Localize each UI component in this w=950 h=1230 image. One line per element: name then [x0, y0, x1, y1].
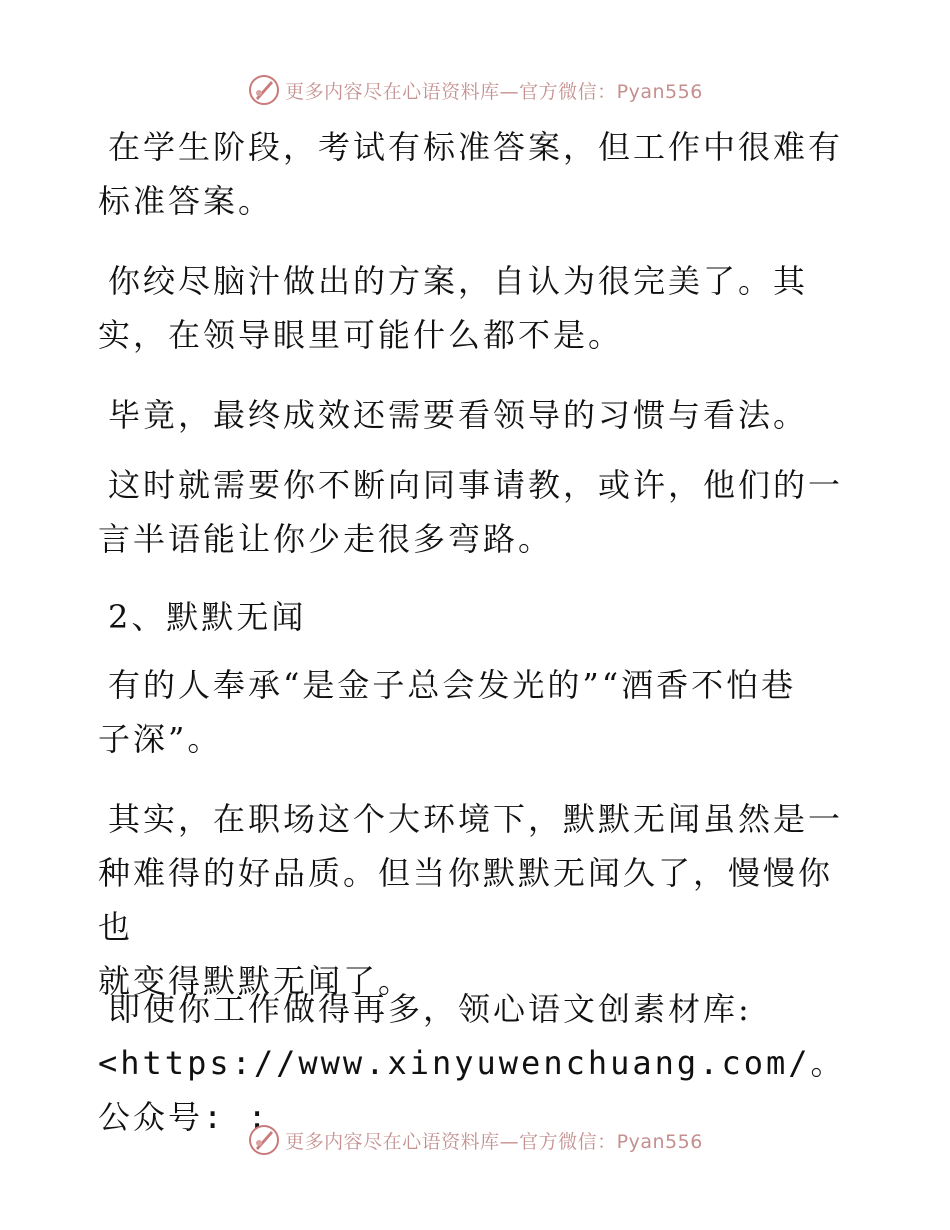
paragraph-line: 标准答案。 [98, 182, 274, 220]
paragraph [98, 120, 843, 228]
paragraph-line: 有的人奉承“是金子总会发光的”“酒香不怕巷 [108, 666, 797, 704]
paragraph-line: 即使你工作做得再多，领心语文创素材库: [108, 990, 752, 1028]
paragraph-line: 其实，在职场这个大环境下，默默无闻虽然是一 [108, 800, 844, 838]
watermark-text: 更多内容尽在心语资料库—官方微信：Pyan556 [285, 80, 703, 103]
section-heading [98, 590, 306, 644]
paragraph [98, 458, 843, 566]
watermark-text: 更多内容尽在心语资料库—官方微信：Pyan556 [285, 1130, 703, 1153]
paragraph [98, 792, 858, 1008]
paragraph-line: 种难得的好品质。但当你默默无闻久了，慢慢你也 [98, 854, 834, 946]
paragraph [98, 388, 808, 442]
header-watermark [0, 70, 950, 110]
quill-pen-logo-icon [247, 1123, 281, 1157]
url-line: <https://www.xinyuwenchuang.com/。公众号: : [98, 1044, 846, 1136]
quill-pen-logo-icon [247, 73, 281, 107]
paragraph [98, 254, 808, 362]
heading-text: 2、默默无闻 [108, 598, 307, 636]
paragraph-line: 这时就需要你不断向同事请教，或许，他们的一 [108, 466, 844, 504]
paragraph-line: 你绞尽脑汁做出的方案，自认为很完美了。其 [108, 262, 809, 300]
paragraph-line: 毕竟，最终成效还需要看领导的习惯与看法。 [108, 396, 809, 434]
paragraph-line: 子深”。 [98, 720, 223, 758]
paragraph-line: 就变得默默无闻了。 [98, 962, 414, 1000]
footer-watermark [0, 1120, 950, 1160]
paragraph-line: 言半语能让你少走很多弯路。 [98, 520, 554, 558]
paragraph-line: 在学生阶段，考试有标准答案，但工作中很难有 [108, 128, 844, 166]
paragraph-line: 实，在领导眼里可能什么都不是。 [98, 316, 624, 354]
paragraph [98, 658, 796, 766]
